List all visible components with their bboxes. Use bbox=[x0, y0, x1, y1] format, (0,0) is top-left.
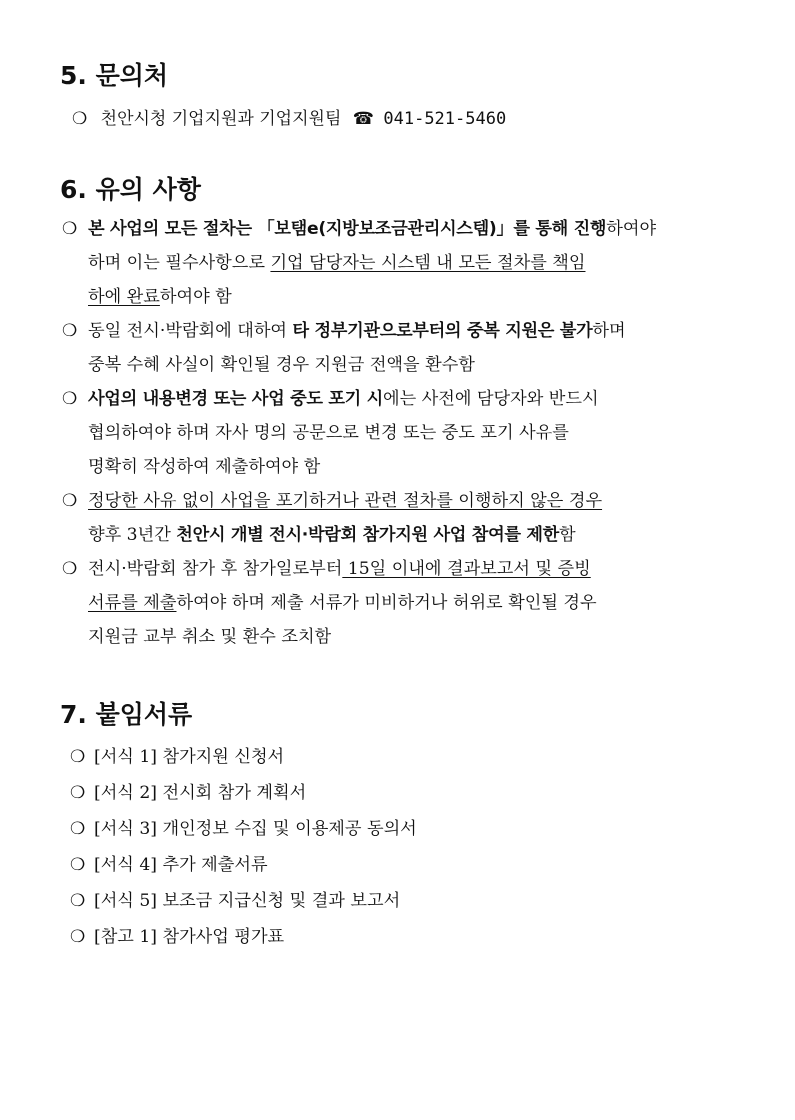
notice-4-bold: 천안시 개별 전시·박람회 참가지원 사업 참여를 제한 bbox=[176, 525, 559, 545]
notice-list bbox=[62, 212, 707, 654]
notice-1-line2-underline: 기업 담당자는 시스템 내 모든 절차를 책임 bbox=[270, 253, 586, 273]
section-6-heading: 6. 유의 사항 bbox=[60, 175, 201, 204]
notice-2-line2: 중복 수혜 사실이 확인될 경우 지원금 전액을 환수함 bbox=[88, 355, 475, 375]
attachment-label: [참고 1] 참가사업 평가표 bbox=[94, 927, 285, 947]
notice-item-5-line-2 bbox=[62, 586, 707, 620]
phone-icon: ☎ bbox=[352, 109, 374, 129]
notice-2-plain: 동일 전시·박람회에 대하여 bbox=[88, 321, 288, 341]
notice-5-line3: 지원금 교부 취소 및 환수 조치함 bbox=[88, 627, 332, 647]
notice-item-1-line-3 bbox=[62, 280, 707, 314]
notice-1-bold: 본 사업의 모든 절차는 「보탬e(지방보조금관리시스템)」를 통해 진행 bbox=[88, 219, 607, 239]
notice-4-plain: 향후 3년간 bbox=[88, 525, 171, 545]
bullet-marker: ❍ bbox=[70, 927, 86, 947]
notice-item-4-line-2 bbox=[62, 518, 707, 552]
bullet-marker: ❍ bbox=[72, 109, 88, 129]
attachment-item-2 bbox=[70, 778, 306, 803]
notice-1-line3-tail: 하여야 함 bbox=[159, 287, 232, 307]
bullet-marker: ❍ bbox=[70, 819, 86, 839]
notice-1-line2-plain: 하며 이는 필수사항으로 bbox=[88, 253, 265, 273]
bullet-marker: ❍ bbox=[62, 559, 78, 579]
attachment-item-4 bbox=[70, 850, 268, 875]
notice-3-line2: 협의하여야 하며 자사 명의 공문으로 변경 또는 중도 포기 사유를 bbox=[88, 423, 569, 443]
attachment-label: [서식 5] 보조금 지급신청 및 결과 보고서 bbox=[94, 891, 401, 911]
attachment-item-3 bbox=[70, 814, 417, 839]
notice-item-2-line-1 bbox=[62, 314, 707, 348]
notice-item-3-line-1 bbox=[62, 382, 707, 416]
notice-4-tail: 함 bbox=[558, 525, 576, 545]
notice-4-underline: 정당한 사유 없이 사업을 포기하거나 관련 절차를 이행하지 않은 경우 bbox=[88, 491, 603, 511]
notice-1-line3-underline: 하에 완료 bbox=[88, 287, 160, 307]
attachment-label: [서식 2] 전시회 참가 계획서 bbox=[94, 783, 307, 803]
notice-item-3-line-2 bbox=[62, 416, 707, 450]
bullet-marker: ❍ bbox=[62, 321, 78, 341]
contact-line bbox=[72, 104, 506, 129]
notice-5-underline: 15일 이내에 결과보고서 및 증빙 bbox=[342, 559, 591, 579]
notice-3-bold: 사업의 내용변경 또는 사업 중도 포기 시 bbox=[88, 389, 383, 409]
notice-item-5-line-1 bbox=[62, 552, 707, 586]
bullet-marker: ❍ bbox=[70, 891, 86, 911]
attachment-label: [서식 1] 참가지원 신청서 bbox=[94, 747, 285, 767]
notice-2-tail: 하며 bbox=[592, 321, 626, 341]
attachment-item-5 bbox=[70, 886, 400, 911]
attachment-label: [서식 4] 추가 제출서류 bbox=[94, 855, 268, 875]
bullet-marker: ❍ bbox=[62, 219, 78, 239]
notice-item-3-line-3 bbox=[62, 450, 707, 484]
notice-3-line3: 명확히 작성하여 제출하여야 함 bbox=[88, 457, 321, 477]
notice-item-1-line-1 bbox=[62, 212, 707, 246]
contact-text: 천안시청 기업지원과 기업지원팀 bbox=[100, 109, 342, 129]
notice-3-tail: 에는 사전에 담당자와 반드시 bbox=[382, 389, 599, 409]
bullet-marker: ❍ bbox=[62, 389, 78, 409]
notice-5-line2-underline: 서류를 제출 bbox=[88, 593, 177, 613]
notice-item-2-line-2 bbox=[62, 348, 707, 382]
notice-5-line2-tail: 하여야 하며 제출 서류가 미비하거나 허위로 확인될 경우 bbox=[176, 593, 597, 613]
attachment-item-1 bbox=[70, 742, 284, 767]
section-7-heading: 7. 붙임서류 bbox=[60, 700, 193, 729]
notice-item-5-line-3 bbox=[62, 620, 707, 654]
attachment-label: [서식 3] 개인정보 수집 및 이용제공 동의서 bbox=[94, 819, 417, 839]
bullet-marker: ❍ bbox=[70, 855, 86, 875]
section-5-heading: 5. 문의처 bbox=[60, 61, 169, 90]
notice-item-1-line-2 bbox=[62, 246, 707, 280]
notice-item-4-line-1 bbox=[62, 484, 707, 518]
bullet-marker: ❍ bbox=[62, 491, 78, 511]
attachment-item-6 bbox=[70, 922, 284, 947]
notice-2-bold: 타 정부기관으로부터의 중복 지원은 불가 bbox=[292, 321, 593, 341]
phone-number: 041-521-5460 bbox=[383, 109, 507, 129]
notice-5-plain: 전시·박람회 참가 후 참가일로부터 bbox=[88, 559, 343, 579]
bullet-marker: ❍ bbox=[70, 783, 86, 803]
bullet-marker: ❍ bbox=[70, 747, 86, 767]
notice-1-tail: 하여야 bbox=[606, 219, 657, 239]
